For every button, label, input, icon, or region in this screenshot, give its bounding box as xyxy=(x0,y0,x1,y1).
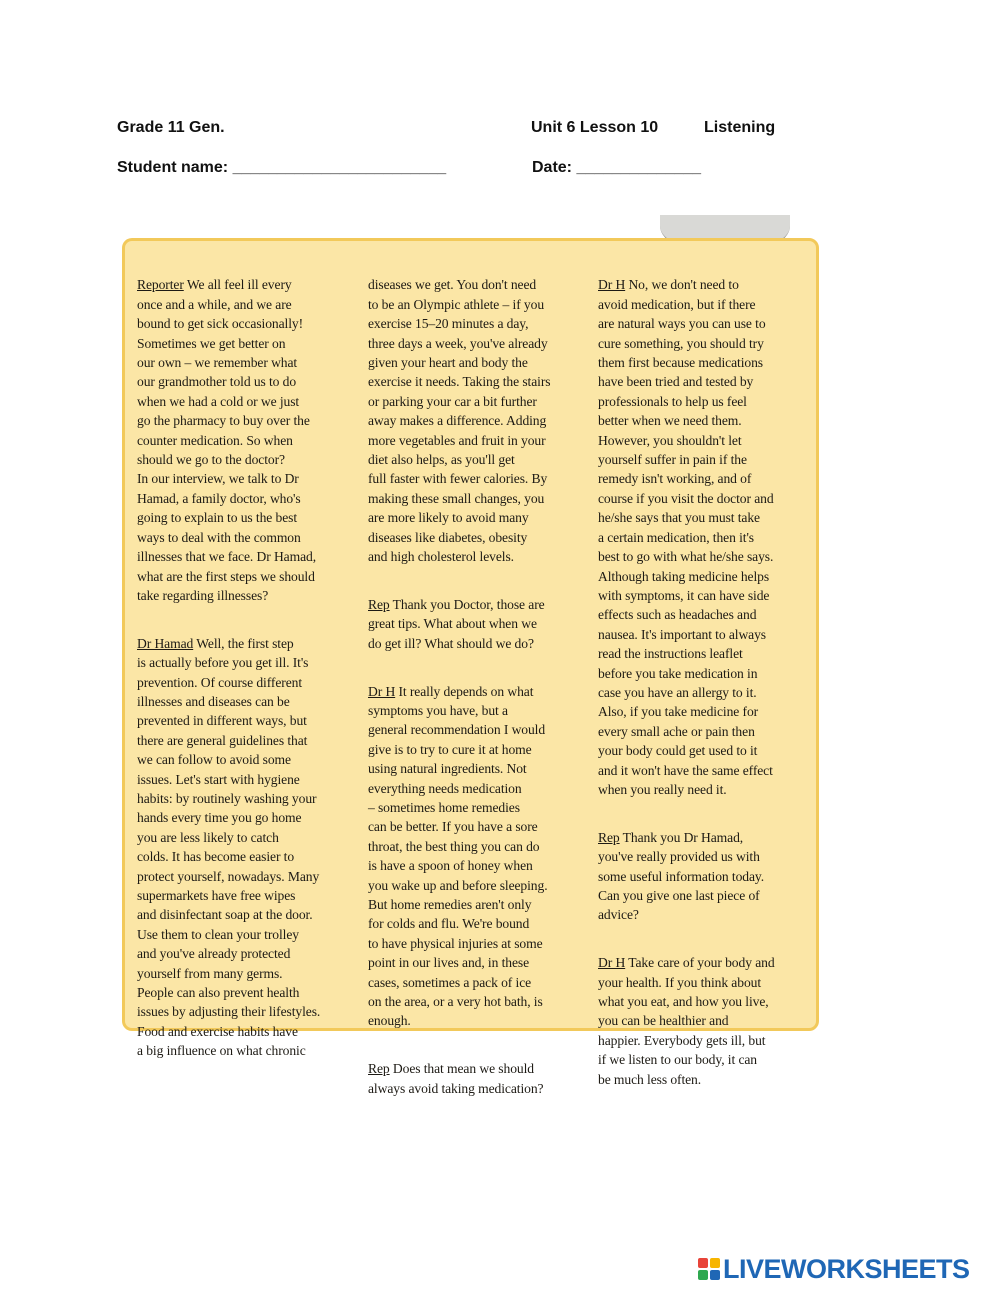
speaker-label: Rep xyxy=(368,1061,390,1077)
paragraph-text: Well, the first step is actually before you get ill. It's prevention. Of course different illnesses and diseases can be prevented in different ways, but there are general guidelines that we can follow to avoid some issues. Let's start with hygiene habits: by routinely washing your hands every time you go home you are less likely to catch colds. It has become easier to protect yourself, nowadays. Many supermarkets have free wipes and disinfectant soap at the door. Use them to clean your trolley and you've already protected yourself from many germs. People can also prevent health issues by adjusting their lifestyles. Food and exercise habits have a big influence on what chronic xyxy=(137,635,321,1059)
skill-label: Listening xyxy=(704,119,776,136)
paragraph xyxy=(368,682,584,1031)
speaker-label: Dr H xyxy=(598,955,626,971)
paragraph-text: We all feel ill every once and a while, and we are bound to get sick occasionally! Sometimes we get better on our own – we remember what our grandmother told us to do when we had a cold or we just go the pharmacy to buy over the counter medication. So when should we go to the doctor? In our interview, we talk to Dr Hamad, a family doctor, who's going to explain to us the best ways to deal with the common illnesses that we face. Dr Hamad, what are the first steps we should take regarding illnesses? xyxy=(137,277,317,603)
speaker-label: Dr H xyxy=(598,277,626,293)
logo-square xyxy=(710,1258,720,1268)
logo-text: LIVEWORKSHEETS xyxy=(723,1253,970,1284)
unit-label: Unit 6 Lesson 10 xyxy=(531,119,659,136)
paragraph-text: diseases we get. You don't need to be an Olympic athlete – if you exercise 15–20 minutes a day, three days a week, you've already given your heart and body the exercise it needs. Taking the stairs or parking your car a bit further away makes a difference. Adding more vegetables and fruit in your diet also helps, as you'll get full faster with fewer calories. By making these small changes, you are more likely to avoid many diseases like diabetes, obesity and high cholesterol levels. xyxy=(368,277,551,565)
logo-square xyxy=(698,1258,708,1268)
paragraph xyxy=(598,828,814,925)
paragraph xyxy=(137,634,353,1061)
paragraph-text: Does that mean we should always avoid taking medication? xyxy=(368,1061,544,1096)
date-field[interactable]: Date: ______________ xyxy=(532,159,702,176)
article-column-1 xyxy=(137,256,353,1089)
paragraph xyxy=(598,275,814,799)
paragraph xyxy=(368,1059,584,1098)
logo-square xyxy=(710,1270,720,1280)
liveworksheets-logo xyxy=(698,1254,970,1284)
paragraph xyxy=(598,953,814,1089)
article-column-3 xyxy=(598,256,814,1117)
article-panel xyxy=(122,238,819,1096)
speaker-label: Rep xyxy=(598,829,620,845)
paragraph-text: No, we don't need to avoid medication, but if there are natural ways you can use to cure something, you should try them first because medications have been tried and tested by professionals to help us feel better when we need them. However, you shouldn't let yourself suffer in pain if the remedy isn't working, and of course if you visit the doctor and he/she says that you must take a certain medication, then it's best to go with what he/she says. Although taking medicine helps with symptoms, it can have side effects such as headaches and nausea. It's important to always read the instructions leaflet before you take medication in case you have an allergy to it. Also, if you take medicine for every small ache or pain then your body could get used to it and it won't have the same effect when you really need it. xyxy=(598,277,774,797)
paragraph-text: Thank you Doctor, those are great tips. What about when we do get ill? What should we do? xyxy=(368,596,545,651)
student-name-field[interactable]: Student name: ________________________ xyxy=(117,159,447,176)
speaker-label: Reporter xyxy=(137,277,184,293)
logo-mark-icon xyxy=(698,1258,720,1280)
speaker-label: Dr Hamad xyxy=(137,635,194,651)
paragraph xyxy=(368,595,584,653)
paragraph-text: It really depends on what symptoms you have, but a general recommendation I would give is to try to cure it at home using natural ingredients. Not everything needs medication – sometimes home remedies can be better. If you have a sore throat, the best thing you can do is have a spoon of honey when you wake up and before sleeping. But home remedies aren't only for colds and flu. We're bound to have physical injuries at some point in our lives and, in these cases, sometimes a pack of ice on the area, or a very hot bath, is enough. xyxy=(368,683,548,1029)
speaker-label: Rep xyxy=(368,596,390,612)
paragraph xyxy=(368,275,584,566)
article-column-2 xyxy=(368,256,584,1126)
grade-label: Grade 11 Gen. xyxy=(117,119,225,136)
paragraph xyxy=(137,275,353,605)
paragraph-text: Take care of your body and your health. If you think about what you eat, and how you live, you can be healthier and happier. Everybody gets ill, but if we listen to our body, it can be much less often. xyxy=(598,955,775,1087)
speaker-label: Dr H xyxy=(368,683,396,699)
paragraph-text: Thank you Dr Hamad, you've really provided us with some useful information today. Can you give one last piece of advice? xyxy=(598,829,765,923)
logo-square xyxy=(698,1270,708,1280)
